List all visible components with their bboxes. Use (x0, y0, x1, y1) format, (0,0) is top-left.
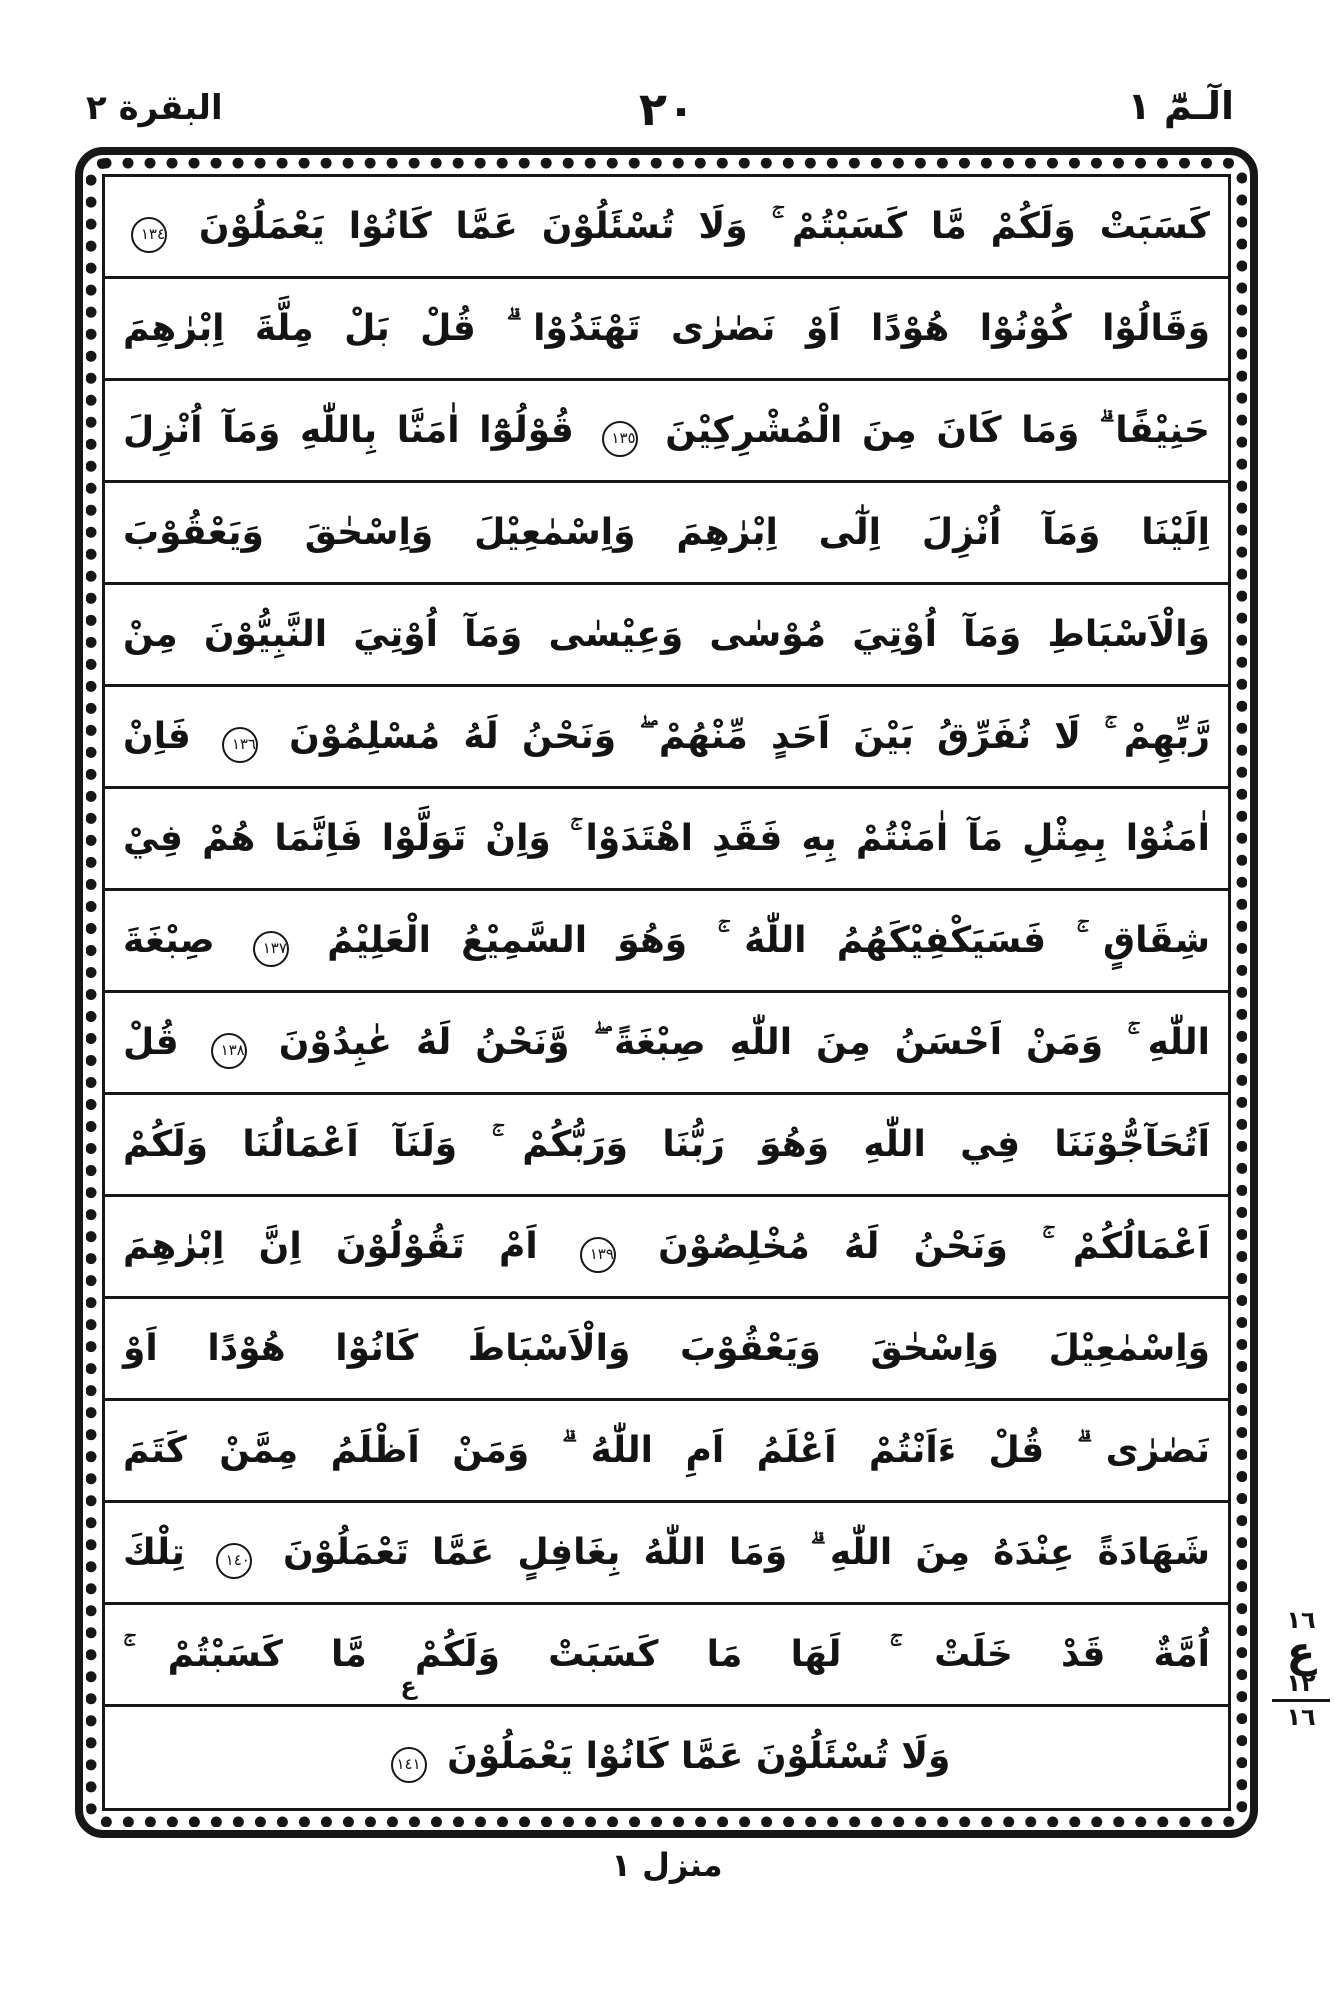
ayah-text: اَعْمَالُكُمْ ۚ وَنَحْنُ لَهُ مُخْلِصُوْنَ (658, 1226, 1210, 1267)
quran-line (105, 177, 1228, 279)
ayah-text: فَاِنْ (123, 716, 191, 757)
ayah-end-marker (216, 1504, 252, 1604)
ruku-count-middle: ١٢ (1272, 1671, 1330, 1702)
ayah-text: اَتُحَآجُّوْنَنَا فِي اللّٰهِ وَهُوَ رَبُّنَا وَرَبُّكُمْ ۚ وَلَنَآ اَعْمَالُنَا وَلَكُمْ (123, 1124, 1210, 1165)
ayah-text: قُلْ (123, 1022, 179, 1063)
ayah-end-marker (580, 1198, 616, 1298)
quran-line (105, 1503, 1228, 1605)
ayah-text: نَصٰرٰى ۗ قُلْ ءَاَنْتُمْ اَعْلَمُ اَمِ اللّٰهُ ۗ وَمَنْ اَظْلَمُ مِمَّنْ كَتَمَ (123, 1430, 1210, 1471)
ayah-text: اللّٰهِ ۚ وَمَنْ اَحْسَنُ مِنَ اللّٰهِ صِبْغَةً ۖ وَّنَحْنُ لَهُ عٰبِدُوْنَ (278, 1022, 1210, 1063)
manzil-label: منزل ١ (611, 1846, 723, 1884)
quran-line (105, 891, 1228, 993)
ayah-end-marker (602, 382, 638, 482)
quran-line (105, 1095, 1228, 1197)
ayah-text: حَنِيْفًا ۗ وَمَا كَانَ مِنَ الْمُشْرِكِيْنَ (665, 410, 1210, 451)
ayah-text: شِقَاقٍ ۚ فَسَيَكْفِيْكَهُمُ اللّٰهُ ۚ وَهُوَ السَّمِيْعُ الْعَلِيْمُ (327, 920, 1210, 961)
ayah-text: اٰمَنُوْا بِمِثْلِ مَآ اٰمَنْتُمْ بِهِ فَقَدِ اهْتَدَوْا ۚ وَاِنْ تَوَلَّوْا فَاِنَّمَا هُمْ فِيْ (123, 818, 1210, 859)
ayah-number: ١٣٧ (253, 931, 289, 967)
quran-line (105, 1401, 1228, 1503)
page-number: ٢٠ (638, 82, 696, 136)
ruku-count-top: ١٦ (1286, 1606, 1316, 1634)
quran-line (105, 1605, 1228, 1707)
quran-line (105, 279, 1228, 381)
quran-line (105, 1299, 1228, 1401)
ayah-text: وَلَا تُسْئَلُوْنَ عَمَّا كَانُوْا يَعْمَلُوْنَ (447, 1736, 951, 1777)
ayah-end-marker (222, 688, 258, 788)
ayah-number: ١٣٨ (211, 1033, 247, 1069)
ayah-number: ١٤٠ (216, 1543, 252, 1579)
surah-name-label: البقرة ٢ (86, 88, 223, 128)
quran-line (105, 993, 1228, 1095)
ayah-text: صِبْغَةَ (123, 920, 215, 961)
quran-line (105, 1197, 1228, 1299)
ayah-text: اَمْ تَقُوْلُوْنَ اِنَّ اِبْرٰهِمَ (123, 1226, 538, 1267)
quran-line (105, 687, 1228, 789)
quran-line (105, 585, 1228, 687)
ayah-text: رَّبِّهِمْ ۚ لَا نُفَرِّقُ بَيْنَ اَحَدٍ مِّنْهُمْ ۖ وَنَحْنُ لَهُ مُسْلِمُوْنَ (289, 716, 1210, 757)
ornamental-border (75, 147, 1258, 1838)
ayah-text: تِلْكَ (123, 1532, 185, 1573)
bead-border (86, 158, 1247, 1827)
quran-line (105, 381, 1228, 483)
ruku-sign: ع (400, 1672, 417, 1700)
ayah-text: قُوْلُوْٓا اٰمَنَّا بِاللّٰهِ وَمَآ اُنْزِلَ (123, 410, 574, 451)
ayah-number: ١٣٩ (580, 1237, 616, 1273)
ayah-number: ١٣٥ (602, 421, 638, 457)
ayah-text: اُمَّةٌ قَدْ خَلَتْ ۚ لَهَا مَا كَسَبَتْ وَلَكُمْ مَّا كَسَبْتُمْ ۚ (123, 1634, 1210, 1675)
ayah-end-marker (253, 892, 289, 992)
ayah-number: ١٤١ (391, 1747, 427, 1783)
ayah-text: وَقَالُوْا كُوْنُوْا هُوْدًا اَوْ نَصٰرٰى تَهْتَدُوْا ۗ قُلْ بَلْ مِلَّةَ اِبْرٰهِمَ (123, 308, 1210, 349)
quran-line (105, 789, 1228, 891)
ruku-marker (1272, 1608, 1330, 1730)
quran-line (105, 1672, 1228, 1808)
ayah-text: شَهَادَةً عِنْدَهُ مِنَ اللّٰهِ ۗ وَمَا اللّٰهُ بِغَافِلٍ عَمَّا تَعْمَلُوْنَ (282, 1532, 1210, 1573)
ayah-number: ١٣٦ (222, 727, 258, 763)
ayah-text: اِلَيْنَا وَمَآ اُنْزِلَ اِلٰٓى اِبْرٰهِمَ وَاِسْمٰعِيْلَ وَاِسْحٰقَ وَيَعْقُوْبَ (123, 512, 1210, 553)
quran-line (105, 483, 1228, 585)
juz-name-label: الٓـمّٓ ١ (1127, 84, 1234, 128)
ayah-end-marker (211, 994, 247, 1094)
ayah-text: كَسَبَتْ وَلَكُمْ مَّا كَسَبْتُمْ ۚ وَلَا تُسْئَلُوْنَ عَمَّا كَانُوْا يَعْمَلُوْنَ (198, 206, 1210, 247)
quran-lines-container (102, 174, 1231, 1811)
ayah-text: وَاِسْمٰعِيْلَ وَاِسْحٰقَ وَيَعْقُوْبَ وَالْاَسْبَاطَ كَانُوْا هُوْدًا اَوْ (123, 1328, 1210, 1369)
ruku-count-bottom: ١٦ (1286, 1703, 1316, 1732)
ayah-number: ١٣٤ (131, 217, 167, 253)
ain-symbol: ع (1286, 1627, 1316, 1677)
ayah-text: وَالْاَسْبَاطِ وَمَآ اُوْتِيَ مُوْسٰى وَعِيْسٰى وَمَآ اُوْتِيَ النَّبِيُّوْنَ مِنْ (123, 614, 1210, 655)
ayah-end-marker (131, 178, 167, 278)
ayah-end-marker (391, 1672, 427, 1808)
